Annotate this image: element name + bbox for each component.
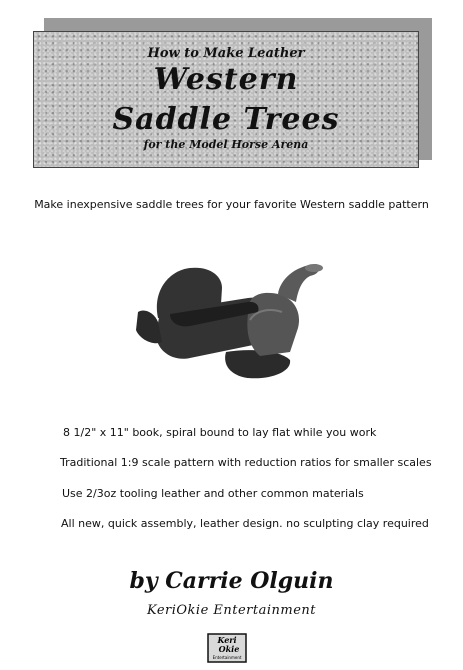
banner-pretitle: How to Make Leather [147,46,305,61]
author: by Carrie Olguin [129,568,334,594]
banner-title-line1: Western [153,62,299,97]
keriokie-logo [207,633,247,663]
title-banner [33,31,419,168]
banner-subtitle: for the Model Horse Arena [143,138,309,151]
feature-item-binding: 8 1/2" x 11" book, spiral bound to lay flat while you work [63,426,377,439]
logo-line3: Entertainment [212,655,242,660]
banner-title-line2: Saddle Trees [112,102,340,137]
feature-item-materials: Use 2/3oz tooling leather and other common materials [62,487,364,500]
saddle-tree-photo [130,250,330,390]
feature-item-scale: Traditional 1:9 scale pattern with reduction ratios for smaller scales [60,456,432,469]
feature-item-design: All new, quick assembly, leather design. no sculpting clay required [61,517,429,530]
logo-line2: Okie [218,644,240,654]
publisher: KeriOkie Entertainment [146,603,317,618]
tagline: Make inexpensive saddle trees for your favorite Western saddle pattern [34,198,429,211]
logo-line1: Keri [217,635,237,645]
